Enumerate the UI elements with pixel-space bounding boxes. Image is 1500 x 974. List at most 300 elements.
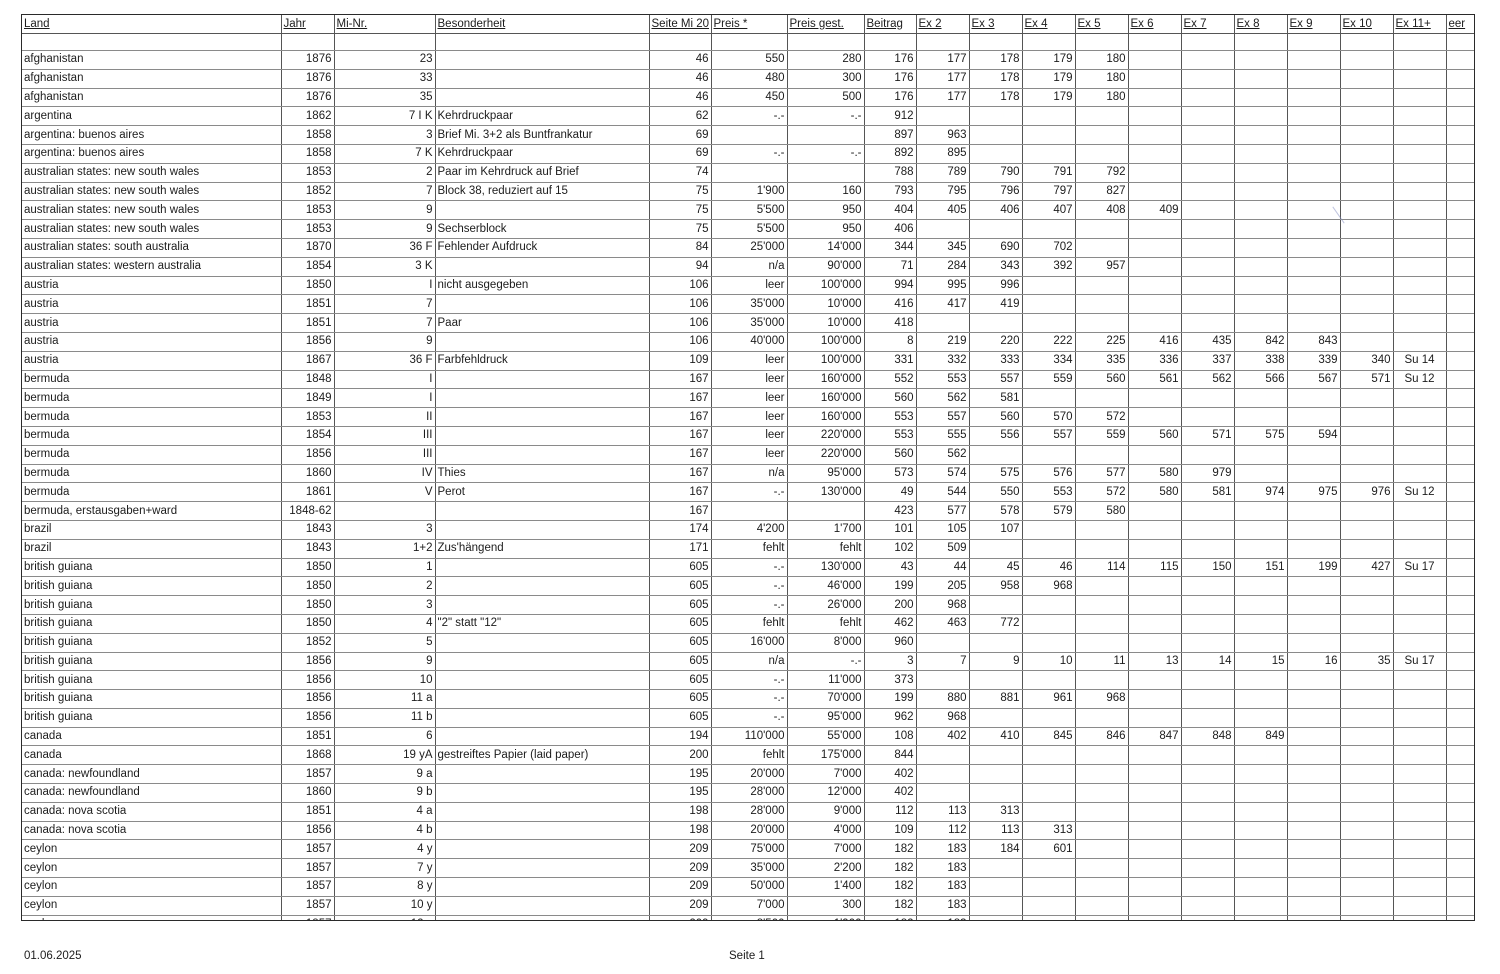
cell-jahr: 1862 [281, 107, 334, 126]
cell-ex-10 [1340, 840, 1393, 859]
cell-eer [1446, 295, 1475, 314]
cell-preis-gest: 130'000 [787, 558, 864, 577]
cell-preis: -.- [711, 577, 787, 596]
cell-ex-10 [1340, 708, 1393, 727]
cell-ex-2: 463 [916, 614, 969, 633]
cell-besonderheit: gestreiftes Papier (laid paper) [435, 746, 649, 765]
cell-mi-nr: 3 [334, 596, 435, 615]
cell-mi-nr: 9 b [334, 784, 435, 803]
empty-cell [1128, 34, 1181, 51]
cell-ex-3: 113 [969, 821, 1022, 840]
cell-land: australian states: new south wales [22, 163, 281, 182]
cell-ex-5: 180 [1075, 88, 1128, 107]
cell-land: canada: newfoundland [22, 765, 281, 784]
cell-ex-11 [1393, 163, 1446, 182]
cell-ex-3: 556 [969, 426, 1022, 445]
cell-preis: leer [711, 445, 787, 464]
cell-ex-10 [1340, 88, 1393, 107]
column-header-preis: Preis * [711, 15, 787, 34]
cell-ex-2: 562 [916, 389, 969, 408]
cell-ex-7 [1181, 520, 1234, 539]
cell-besonderheit [435, 915, 649, 921]
cell-ex-9 [1287, 784, 1340, 803]
cell-mi-nr: IV [334, 464, 435, 483]
cell-seite-mi-20: 62 [649, 107, 711, 126]
cell-eer [1446, 652, 1475, 671]
table-row [22, 220, 1475, 239]
table-row [22, 107, 1475, 126]
cell-beitrag: 109 [864, 821, 916, 840]
cell-ex-10 [1340, 220, 1393, 239]
cell-ex-4: 557 [1022, 426, 1075, 445]
cell-mi-nr: 36 F [334, 351, 435, 370]
cell-besonderheit [435, 558, 649, 577]
cell-eer [1446, 257, 1475, 276]
cell-ex-5: 408 [1075, 201, 1128, 220]
table-row [22, 257, 1475, 276]
cell-ex-8 [1234, 464, 1287, 483]
column-header-ex-4: Ex 4 [1022, 15, 1075, 34]
cell-eer [1446, 88, 1475, 107]
cell-ex-9 [1287, 238, 1340, 257]
cell-mi-nr: 3 [334, 126, 435, 145]
cell-beitrag: 176 [864, 51, 916, 70]
cell-ex-3: 343 [969, 257, 1022, 276]
cell-preis-gest: 100'000 [787, 332, 864, 351]
table-row [22, 88, 1475, 107]
cell-seite-mi-20: 605 [649, 652, 711, 671]
cell-ex-6 [1128, 690, 1181, 709]
cell-ex-5 [1075, 896, 1128, 915]
cell-ex-11 [1393, 539, 1446, 558]
cell-ex-3: 772 [969, 614, 1022, 633]
cell-jahr: 1856 [281, 671, 334, 690]
cell-ex-11 [1393, 633, 1446, 652]
cell-ex-7 [1181, 539, 1234, 558]
column-header-ex-7: Ex 7 [1181, 15, 1234, 34]
cell-ex-6: 847 [1128, 727, 1181, 746]
cell-ex-9 [1287, 88, 1340, 107]
cell-besonderheit [435, 69, 649, 88]
cell-ex-3: 996 [969, 276, 1022, 295]
cell-preis-gest: fehlt [787, 614, 864, 633]
cell-ex-10 [1340, 426, 1393, 445]
cell-ex-10 [1340, 784, 1393, 803]
cell-ex-5 [1075, 295, 1128, 314]
table-row [22, 389, 1475, 408]
cell-ex-10 [1340, 238, 1393, 257]
cell-mi-nr: I [334, 370, 435, 389]
cell-jahr: 1854 [281, 257, 334, 276]
cell-ex-3 [969, 896, 1022, 915]
cell-ex-7 [1181, 502, 1234, 521]
cell-ex-11 [1393, 464, 1446, 483]
cell-eer [1446, 502, 1475, 521]
cell-ex-6 [1128, 878, 1181, 897]
cell-preis: 25'000 [711, 238, 787, 257]
cell-preis-gest: -.- [787, 652, 864, 671]
empty-cell [649, 34, 711, 51]
cell-ex-6 [1128, 88, 1181, 107]
cell-ex-6 [1128, 784, 1181, 803]
table-row [22, 520, 1475, 539]
cell-eer [1446, 389, 1475, 408]
cell-preis-gest [787, 126, 864, 145]
cell-ex-9: 843 [1287, 332, 1340, 351]
cell-ex-9 [1287, 520, 1340, 539]
cell-preis: 1'900 [711, 182, 787, 201]
cell-eer [1446, 220, 1475, 239]
cell-eer [1446, 671, 1475, 690]
column-header-ex-5: Ex 5 [1075, 15, 1128, 34]
cell-beitrag: 960 [864, 633, 916, 652]
cell-ex-10 [1340, 690, 1393, 709]
cell-seite-mi-20: 200 [649, 746, 711, 765]
cell-mi-nr [334, 502, 435, 521]
cell-mi-nr: 36 F [334, 238, 435, 257]
cell-ex-6 [1128, 614, 1181, 633]
cell-ex-9 [1287, 746, 1340, 765]
cell-ex-10: 976 [1340, 483, 1393, 502]
cell-ex-2: 183 [916, 878, 969, 897]
cell-seite-mi-20: 167 [649, 408, 711, 427]
cell-land: ceylon [22, 859, 281, 878]
cell-seite-mi-20: 605 [649, 708, 711, 727]
cell-jahr: 1851 [281, 295, 334, 314]
cell-ex-11 [1393, 314, 1446, 333]
cell-mi-nr: 7 [334, 314, 435, 333]
cell-preis: leer [711, 408, 787, 427]
cell-mi-nr: III [334, 445, 435, 464]
cell-ex-6 [1128, 182, 1181, 201]
cell-preis-gest: 1'400 [787, 878, 864, 897]
cell-ex-7 [1181, 69, 1234, 88]
cell-mi-nr: 19 yA [334, 746, 435, 765]
cell-ex-10 [1340, 163, 1393, 182]
cell-ex-3 [969, 859, 1022, 878]
cell-besonderheit [435, 708, 649, 727]
cell-eer [1446, 426, 1475, 445]
cell-jahr: 1853 [281, 201, 334, 220]
table-row [22, 708, 1475, 727]
cell-jahr: 1850 [281, 596, 334, 615]
cell-ex-4: 10 [1022, 652, 1075, 671]
cell-ex-8 [1234, 51, 1287, 70]
cell-ex-5: 957 [1075, 257, 1128, 276]
cell-preis-gest: 14'000 [787, 238, 864, 257]
cell-mi-nr: 9 [334, 220, 435, 239]
cell-seite-mi-20: 171 [649, 539, 711, 558]
table-row [22, 238, 1475, 257]
cell-ex-5: 572 [1075, 483, 1128, 502]
cell-beitrag: 994 [864, 276, 916, 295]
cell-preis [711, 502, 787, 521]
cell-jahr: 1851 [281, 802, 334, 821]
cell-beitrag: 402 [864, 784, 916, 803]
cell-mi-nr: 7 K [334, 144, 435, 163]
cell-preis-gest: 7'000 [787, 765, 864, 784]
cell-jahr: 1856 [281, 690, 334, 709]
cell-ex-3 [969, 220, 1022, 239]
table-row [22, 821, 1475, 840]
table-row [22, 671, 1475, 690]
cell-ex-4: 797 [1022, 182, 1075, 201]
cell-ex-5: 827 [1075, 182, 1128, 201]
cell-ex-11 [1393, 445, 1446, 464]
cell-mi-nr: 9 [334, 201, 435, 220]
cell-ex-11 [1393, 765, 1446, 784]
cell-ex-3: 184 [969, 840, 1022, 859]
cell-ex-2: 789 [916, 163, 969, 182]
cell-land: austria [22, 295, 281, 314]
cell-ex-4 [1022, 802, 1075, 821]
cell-mi-nr: V [334, 483, 435, 502]
table-row [22, 182, 1475, 201]
cell-ex-6: 13 [1128, 652, 1181, 671]
cell-ex-3: 220 [969, 332, 1022, 351]
cell-beitrag: 176 [864, 88, 916, 107]
cell-ex-6 [1128, 126, 1181, 145]
cell-beitrag: 962 [864, 708, 916, 727]
cell-ex-5: 559 [1075, 426, 1128, 445]
table-body [22, 34, 1475, 922]
table-row [22, 859, 1475, 878]
cell-ex-2: 177 [916, 69, 969, 88]
empty-cell [281, 34, 334, 51]
cell-ex-5 [1075, 784, 1128, 803]
cell-jahr: 1849 [281, 389, 334, 408]
cell-mi-nr: 8 y [334, 878, 435, 897]
cell-ex-11 [1393, 840, 1446, 859]
cell-seite-mi-20 [649, 915, 711, 921]
cell-ex-10 [1340, 445, 1393, 464]
cell-ex-3: 406 [969, 201, 1022, 220]
cell-jahr: 1857 [281, 859, 334, 878]
cell-eer [1446, 596, 1475, 615]
cell-ex-7 [1181, 295, 1234, 314]
table-row [22, 784, 1475, 803]
cell-beitrag: 892 [864, 144, 916, 163]
cell-ex-4 [1022, 220, 1075, 239]
cell-ex-2: 402 [916, 727, 969, 746]
cell-preis-gest: 280 [787, 51, 864, 70]
cell-ex-11: Su 12 [1393, 483, 1446, 502]
cell-ex-11 [1393, 126, 1446, 145]
cell-land: canada [22, 746, 281, 765]
cell-ex-4: 407 [1022, 201, 1075, 220]
cell-ex-9 [1287, 596, 1340, 615]
cell-ex-3: 419 [969, 295, 1022, 314]
cell-seite-mi-20: 209 [649, 840, 711, 859]
cell-beitrag: 793 [864, 182, 916, 201]
cell-ex-5 [1075, 126, 1128, 145]
cell-jahr: 1857 [281, 765, 334, 784]
column-header-jahr: Jahr [281, 15, 334, 34]
cell-eer [1446, 633, 1475, 652]
cell-jahr: 1848-62 [281, 502, 334, 521]
cell-besonderheit: "2" statt "12" [435, 614, 649, 633]
table-row [22, 351, 1475, 370]
cell-beitrag: 553 [864, 408, 916, 427]
cell-eer [1446, 483, 1475, 502]
cell-ex-3: 178 [969, 51, 1022, 70]
cell-ex-4 [1022, 633, 1075, 652]
cell-ex-9 [1287, 896, 1340, 915]
cell-besonderheit: Thies [435, 464, 649, 483]
cell-preis: 7'000 [711, 896, 787, 915]
cell-seite-mi-20: 167 [649, 502, 711, 521]
column-header-ex-11: Ex 11+ [1393, 15, 1446, 34]
empty-cell [787, 34, 864, 51]
cell-land: british guiana [22, 633, 281, 652]
cell-mi-nr: 7 y [334, 859, 435, 878]
cell-land: bermuda [22, 426, 281, 445]
cell-ex-8: 15 [1234, 652, 1287, 671]
cell-ex-2 [916, 915, 969, 921]
cell-preis [711, 915, 787, 921]
cell-ex-11 [1393, 784, 1446, 803]
cell-ex-2 [916, 107, 969, 126]
cell-ex-10 [1340, 201, 1393, 220]
cell-ex-10 [1340, 878, 1393, 897]
cell-jahr: 1870 [281, 238, 334, 257]
cell-ex-8 [1234, 126, 1287, 145]
cell-land: british guiana [22, 577, 281, 596]
cell-beitrag: 43 [864, 558, 916, 577]
cell-ex-8 [1234, 144, 1287, 163]
cell-ex-2: 183 [916, 896, 969, 915]
cell-ex-7: 979 [1181, 464, 1234, 483]
cell-ex-4: 576 [1022, 464, 1075, 483]
cell-jahr: 1876 [281, 69, 334, 88]
cell-ex-2: 183 [916, 840, 969, 859]
cell-besonderheit [435, 633, 649, 652]
cell-ex-6 [1128, 633, 1181, 652]
cell-seite-mi-20: 605 [649, 690, 711, 709]
cell-besonderheit [435, 784, 649, 803]
cell-mi-nr: III [334, 426, 435, 445]
cell-ex-8 [1234, 671, 1287, 690]
cell-beitrag: 552 [864, 370, 916, 389]
cell-seite-mi-20: 106 [649, 332, 711, 351]
cell-preis: 5'500 [711, 201, 787, 220]
cell-beitrag: 199 [864, 690, 916, 709]
cell-mi-nr: 33 [334, 69, 435, 88]
cell-ex-5: 225 [1075, 332, 1128, 351]
cell-preis: n/a [711, 464, 787, 483]
cell-ex-2: 44 [916, 558, 969, 577]
cell-ex-6 [1128, 144, 1181, 163]
cell-jahr: 1857 [281, 840, 334, 859]
cell-eer [1446, 558, 1475, 577]
cell-eer [1446, 520, 1475, 539]
cell-mi-nr: 9 [334, 652, 435, 671]
cell-mi-nr: 5 [334, 633, 435, 652]
cell-ex-4: 601 [1022, 840, 1075, 859]
cell-ex-11 [1393, 502, 1446, 521]
cell-ex-2 [916, 784, 969, 803]
cell-ex-2: 544 [916, 483, 969, 502]
cell-besonderheit: Paar [435, 314, 649, 333]
cell-ex-7 [1181, 163, 1234, 182]
cell-preis-gest: 1'700 [787, 520, 864, 539]
cell-ex-4: 702 [1022, 238, 1075, 257]
cell-mi-nr [334, 915, 435, 921]
cell-preis: 40'000 [711, 332, 787, 351]
cell-preis: 20'000 [711, 765, 787, 784]
cell-land: ceylon [22, 896, 281, 915]
cell-preis-gest: -.- [787, 107, 864, 126]
cell-ex-6 [1128, 51, 1181, 70]
cell-mi-nr: 35 [334, 88, 435, 107]
cell-besonderheit [435, 332, 649, 351]
cell-ex-6 [1128, 539, 1181, 558]
cell-ex-7 [1181, 201, 1234, 220]
cell-ex-7 [1181, 182, 1234, 201]
cell-ex-11 [1393, 821, 1446, 840]
cell-ex-8: 974 [1234, 483, 1287, 502]
cell-land: australian states: new south wales [22, 182, 281, 201]
cell-ex-9 [1287, 708, 1340, 727]
cell-seite-mi-20: 75 [649, 201, 711, 220]
cell-ex-5 [1075, 915, 1128, 921]
cell-ex-8 [1234, 389, 1287, 408]
cell-ex-9 [1287, 201, 1340, 220]
cell-ex-11 [1393, 201, 1446, 220]
cell-ex-2: 417 [916, 295, 969, 314]
cell-land: brazil [22, 520, 281, 539]
cell-ex-5 [1075, 614, 1128, 633]
cell-land: british guiana [22, 708, 281, 727]
cell-jahr: 1856 [281, 821, 334, 840]
cell-land: argentina: buenos aires [22, 144, 281, 163]
cell-seite-mi-20: 605 [649, 596, 711, 615]
cell-beitrag: 406 [864, 220, 916, 239]
empty-cell [1075, 34, 1128, 51]
cell-preis-gest: 10'000 [787, 314, 864, 333]
cell-ex-2 [916, 314, 969, 333]
cell-besonderheit [435, 671, 649, 690]
cell-ex-2: 205 [916, 577, 969, 596]
cell-ex-6 [1128, 276, 1181, 295]
cell-jahr: 1868 [281, 746, 334, 765]
column-header-beitrag: Beitrag [864, 15, 916, 34]
cell-ex-11: Su 12 [1393, 370, 1446, 389]
cell-ex-7 [1181, 238, 1234, 257]
cell-ex-9 [1287, 314, 1340, 333]
cell-ex-4 [1022, 295, 1075, 314]
cell-seite-mi-20: 167 [649, 370, 711, 389]
table-row [22, 633, 1475, 652]
cell-preis-gest: 300 [787, 69, 864, 88]
cell-ex-2: 219 [916, 332, 969, 351]
cell-ex-9 [1287, 671, 1340, 690]
cell-beitrag: 404 [864, 201, 916, 220]
table-row [22, 426, 1475, 445]
table-row [22, 144, 1475, 163]
cell-ex-7 [1181, 107, 1234, 126]
cell-beitrag: 373 [864, 671, 916, 690]
cell-ex-6: 561 [1128, 370, 1181, 389]
cell-preis-gest: 160'000 [787, 408, 864, 427]
cell-land: ceylon [22, 840, 281, 859]
cell-ex-9: 975 [1287, 483, 1340, 502]
cell-seite-mi-20: 109 [649, 351, 711, 370]
cell-preis: 450 [711, 88, 787, 107]
cell-ex-11 [1393, 614, 1446, 633]
cell-jahr: 1858 [281, 126, 334, 145]
cell-ex-3: 178 [969, 69, 1022, 88]
